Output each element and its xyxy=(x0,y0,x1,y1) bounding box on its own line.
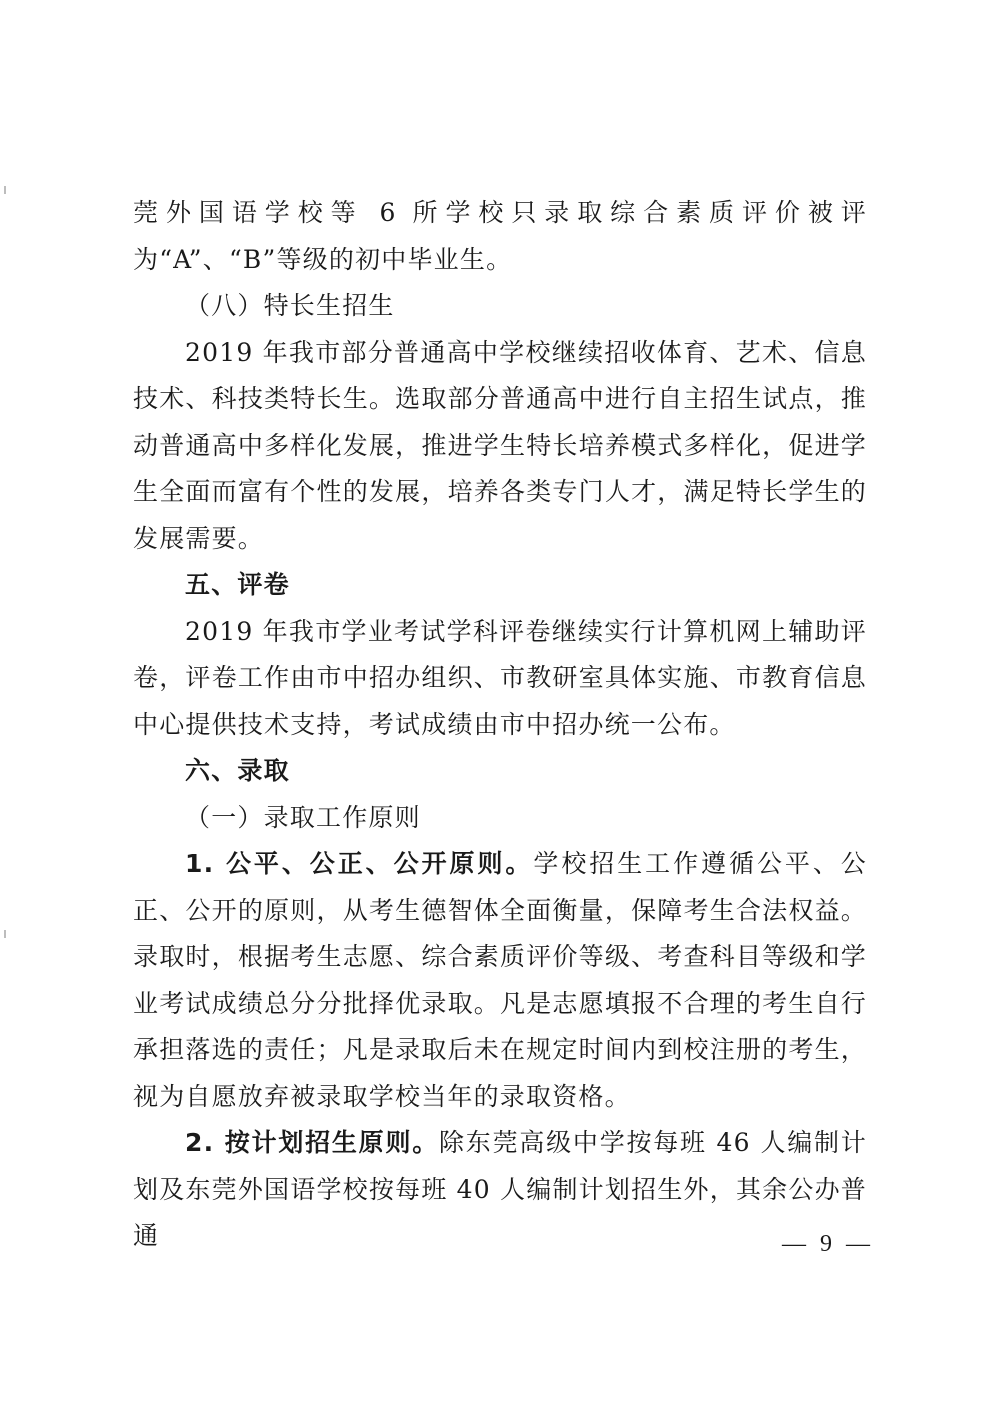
paragraph-principle-fairness xyxy=(133,841,867,1120)
paragraph-special-students: 2019 年我市部分普通高中学校继续招收体育、艺术、信息技术、科技类特长生。选取部分普通高中进行自主招生试点，推动普通高中多样化发展，推进学生特长培养模式多样化，促进学生全面而富有个性的发展，培养各类专门人才，满足特长学生的发展需要。 xyxy=(133,337,867,553)
section-heading-special-students: （八）特长生招生 xyxy=(185,291,395,320)
principle-fairness-title: 1. 公平、公正、公开原则。 xyxy=(185,849,534,878)
paragraph-continuation: 莞外国语学校等 6 所学校只录取综合素质评价被评为“A”、“B”等级的初中毕业生。 xyxy=(133,198,867,274)
principle-planned-enrollment-body: 除东莞高级中学按每班 46 人编制计划及东莞外国语学校按每班 40 人编制计划招生外，其余公办普通 xyxy=(133,1128,868,1250)
page-number: — 9 — xyxy=(782,1231,874,1257)
section-heading-grading: 五、评卷 xyxy=(185,570,290,599)
paragraph-principle-planned-enrollment xyxy=(133,1120,867,1260)
principle-fairness-body: 学校招生工作遵循公平、公正、公开的原则，从考生德智体全面衡量，保障考生合法权益。录取时，根据考生志愿、综合素质评价等级、考查科目等级和学业考试成绩总分分批择优录取。凡是志愿填报不合理的考生自行承担落选的责任；凡是录取后未在规定时间内到校注册的考生，视为自愿放弃被录取学校当年的录取资格。 xyxy=(133,849,867,1111)
document-body xyxy=(133,190,867,1260)
principle-planned-enrollment-title: 2. 按计划招生原则。 xyxy=(185,1128,440,1157)
section-heading-admission: 六、录取 xyxy=(185,756,290,785)
paragraph-grading: 2019 年我市学业考试学科评卷继续实行计算机网上辅助评卷，评卷工作由市中招办组织、市教研室具体实施、市教育信息中心提供技术支持，考试成绩由市中招办统一公布。 xyxy=(133,616,867,739)
scan-edge-mark xyxy=(4,186,6,194)
subsection-heading-admission-principles: （一）录取工作原则 xyxy=(185,802,421,832)
scan-edge-mark xyxy=(4,930,6,938)
